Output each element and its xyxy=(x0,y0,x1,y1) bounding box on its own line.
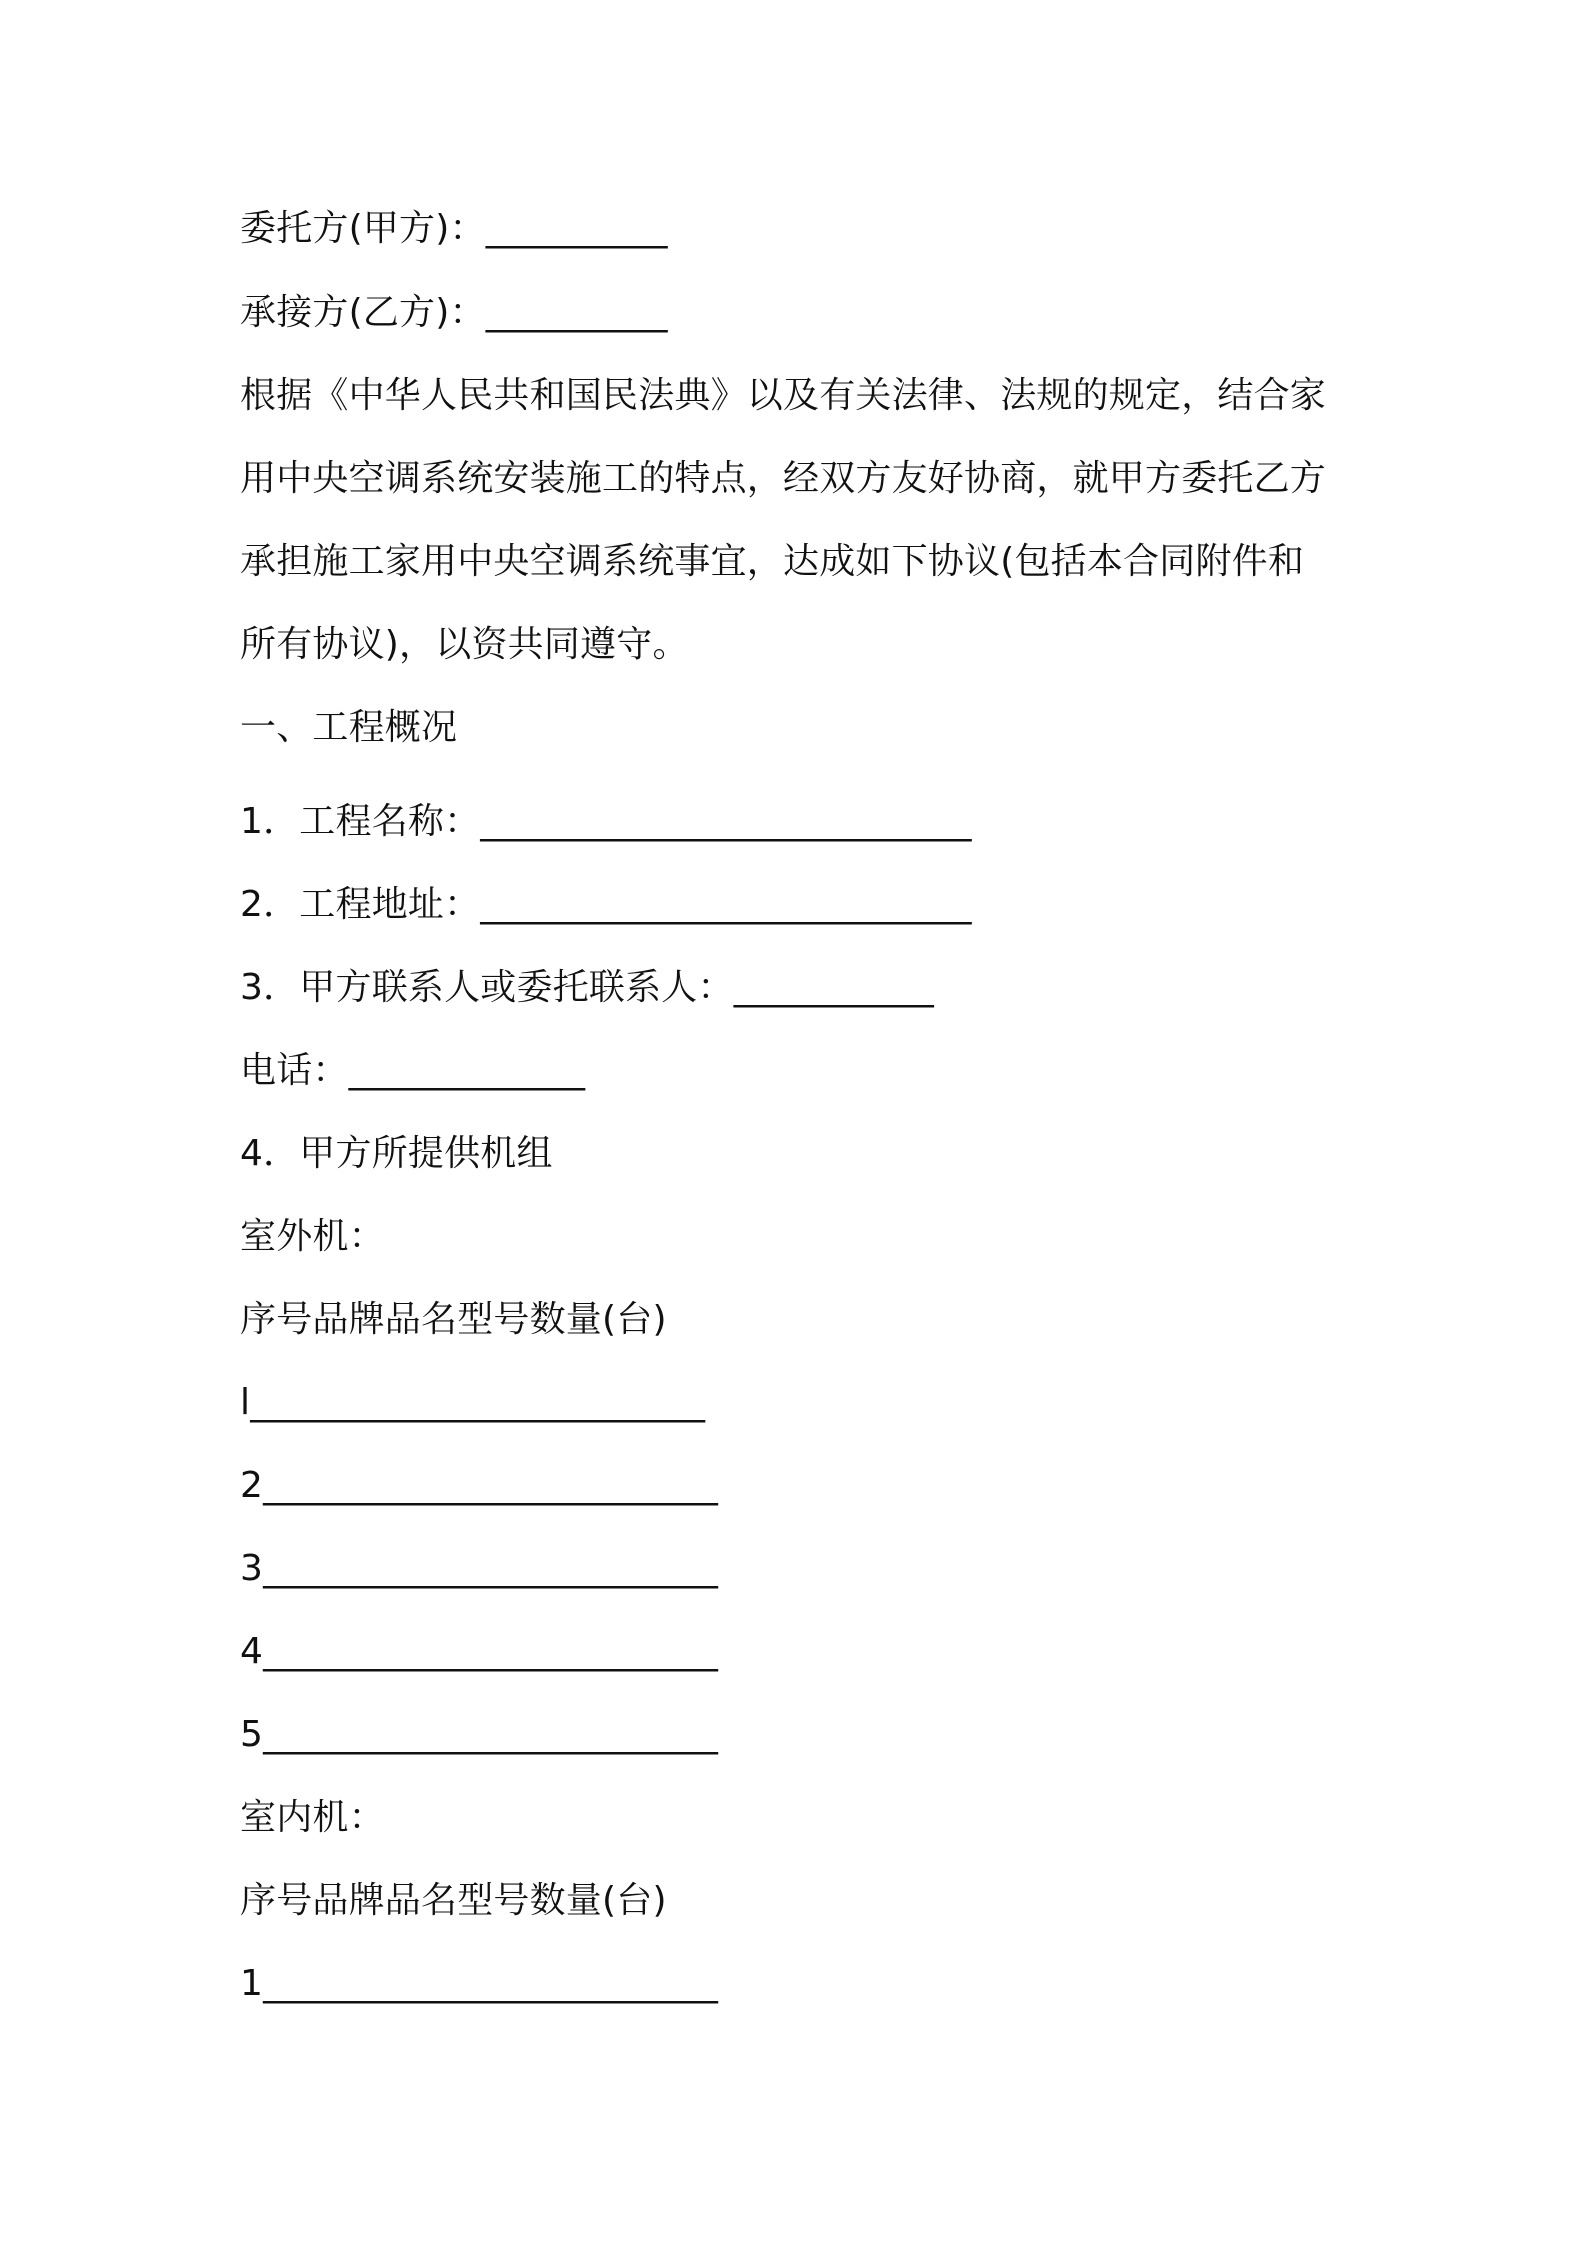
project-name-line: 1．工程名称：___________________________ xyxy=(240,801,972,842)
intro-paragraph-line-4: 所有协议)，以资共同遵守。 xyxy=(240,624,689,665)
outdoor-unit-row-1: l_________________________ xyxy=(240,1382,706,1423)
client-party-line: 委托方(甲方)：__________ xyxy=(240,208,668,249)
outdoor-unit-header: 序号品牌品名型号数量(台) xyxy=(240,1299,667,1340)
outdoor-unit-row-2: 2_________________________ xyxy=(240,1465,719,1506)
intro-paragraph-line-2: 用中央空调系统安装施工的特点，经双方友好协商，就甲方委托乙方 xyxy=(240,458,1327,499)
indoor-unit-header: 序号品牌品名型号数量(台) xyxy=(240,1880,667,1921)
units-provided-heading: 4．甲方所提供机组 xyxy=(240,1133,553,1174)
outdoor-unit-label: 室外机： xyxy=(240,1216,385,1257)
intro-paragraph-line-1: 根据《中华人民共和国民法典》以及有关法律、法规的规定，结合家 xyxy=(240,375,1327,416)
indoor-unit-row-1: 1_________________________ xyxy=(240,1963,719,2004)
phone-line: 电话：_____________ xyxy=(240,1050,586,1091)
outdoor-unit-row-5: 5_________________________ xyxy=(240,1714,719,1755)
contractor-party-line: 承接方(乙方)：__________ xyxy=(240,292,668,333)
outdoor-unit-row-3: 3_________________________ xyxy=(240,1548,719,1589)
contact-person-line: 3．甲方联系人或委托联系人：___________ xyxy=(240,967,934,1008)
intro-paragraph-line-3: 承担施工家用中央空调系统事宜，达成如下协议(包括本合同附件和 xyxy=(240,541,1305,582)
indoor-unit-label: 室内机： xyxy=(240,1797,385,1838)
outdoor-unit-row-4: 4_________________________ xyxy=(240,1631,719,1672)
section-heading-project-overview: 一、工程概况 xyxy=(240,707,458,748)
project-address-line: 2．工程地址：___________________________ xyxy=(240,884,972,925)
